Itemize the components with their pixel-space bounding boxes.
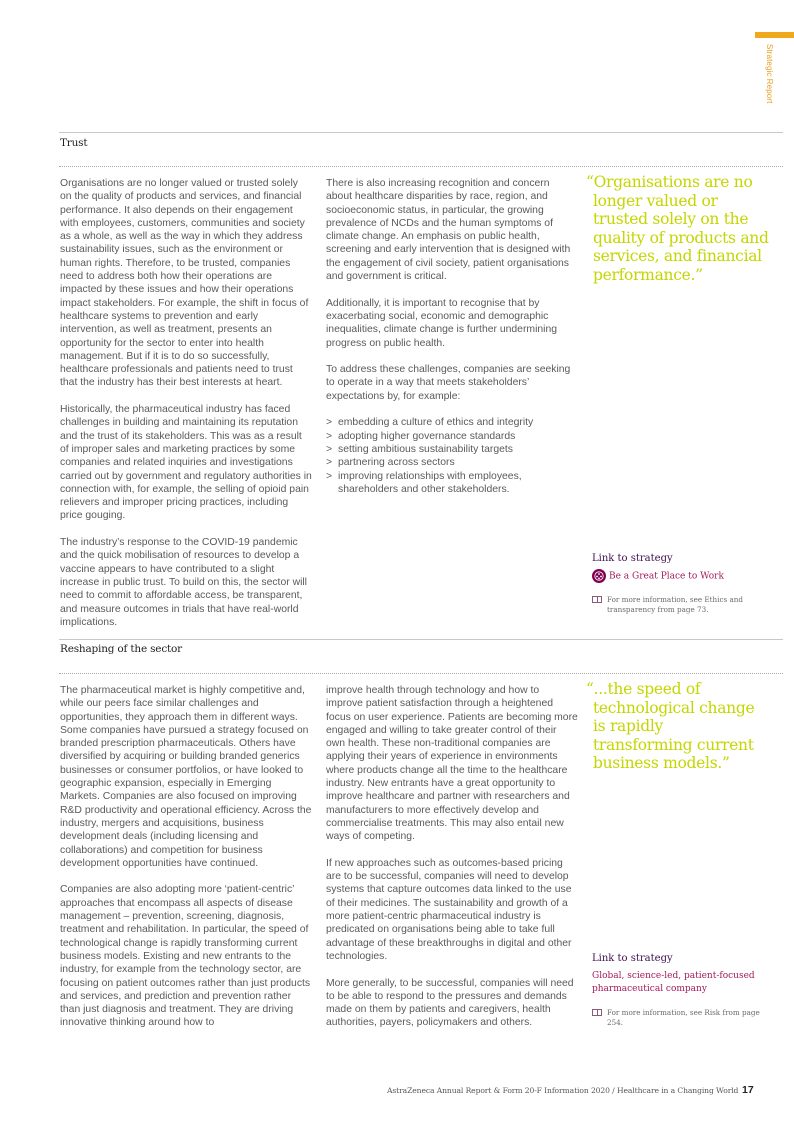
paragraph: Historically, the pharmaceutical industry has faced challenges in building and maintaining its reputation and the trust of its stakeholders. This was as a result of improper sales and marketing practices by some companies and related inquiries and investigations carried out by government and regulatory authorities in connection with, for example, the selling of opioid pain relievers and improper pricing practices, including price gouging. <box>60 404 312 522</box>
more-info-text[interactable]: For more information, see Ethics and transparency from page 73. <box>607 595 743 614</box>
paragraph: The industry’s response to the COVID-19 pandemic and the quick mobilisation of resources to develop a vaccine appears to have contributed to a slight increase in public trust. To build on this, the sector will need to commit to affordable access, be transparent, and measure outcomes in trials that have real-world implications. <box>60 537 307 628</box>
section-top-rule <box>59 132 783 133</box>
bullet-marker: > <box>326 443 333 455</box>
people-circle-icon <box>592 569 606 583</box>
more-info-note <box>592 595 767 615</box>
section-top-rule <box>59 639 783 640</box>
more-info-text[interactable]: For more information, see Risk from page 254. <box>607 1008 760 1027</box>
paragraph: Additionally, it is important to recognise that by exacerbating social, economic and demographic inequalities, climate change is further undermining progress on public health. <box>326 297 558 349</box>
strategy-link-text[interactable]: Be a Great Place to Work <box>609 571 724 582</box>
book-icon <box>592 596 602 603</box>
paragraph: There is also increasing recognition and concern about healthcare disparities by race, region, and socioeconomic status, in particular, the growing prevalence of NCDs and the human symptoms of climate change. An emphasis on public health, screening and early intervention that is designed with the engagement of civil society, patient organisations and government is critical. <box>326 178 571 283</box>
more-info-note <box>592 1008 767 1028</box>
paragraph: The pharmaceutical market is highly competitive and, while our peers face similar challenges and opportunities, they approach them in different ways. Some companies have pursued a strategy focused on branded prescription pharmaceuticals. Others have diversified by acquiring or building branded generics businesses or consumer portfolios, or have looked to geographic expansion, especially in Emerging Markets. Companies are also focused on improving R&D productivity and operational efficiency. Across the industry, mergers and acquisitions, business development deals (including licensing and collaborations) and competition for business development opportunities have continued. <box>60 685 312 869</box>
book-icon <box>592 1009 602 1016</box>
bullet-list <box>326 416 578 496</box>
quote-open-mark: “ <box>586 173 594 191</box>
list-item-text: adopting higher governance standards <box>338 430 516 442</box>
paragraph: Companies are also adopting more ‘patient-centric’ approaches that encompass all aspects of disease management – prevention, screening, diagnosis, treatment and rehabilitation. In particular, the speed of technological change is rapidly transforming current business models. Existing and new entrants to the industry, for example from the technology sector, are focusing on patient outcomes rather than just products and services, and prediction and prevention rather than just diagnosis and treatment. They are driving innovative thinking around how to <box>60 884 311 1029</box>
footer-title: AstraZeneca Annual Report & Form 20-F Information 2020 / Healthcare in a Changing World <box>387 1086 739 1095</box>
list-item <box>326 470 578 497</box>
quote-close-mark: ” <box>721 754 730 772</box>
pull-quote-trust <box>586 173 773 284</box>
paragraph: Organisations are no longer valued or trusted solely on the quality of products and services, and financial performance. It also depends on their engagement with employees, customers, communities and society as a whole, as well as the way in which they address sustainability issues, such as the environment or human rights. Therefore, to be trusted, companies need to address both how their operations are impacted by these issues and how their operations impact stakeholders. For example, the shift in focus of healthcare systems to prevention and early intervention, as well as treatment, presents an opportunity for the sector to enter into health management. But if it is to do so successfully, healthcare professionals and patients need to trust that the industry has their best interests at heart. <box>60 178 309 389</box>
list-item-text: embedding a culture of ethics and integrity <box>338 417 534 429</box>
link-to-strategy-heading: Link to strategy <box>592 953 673 964</box>
paragraph: To address these challenges, companies are seeking to operate in a way that meets stakeholders’ expectations by, for example: <box>326 364 571 402</box>
section-title-trust: Trust <box>60 137 88 149</box>
section-title-reshaping: Reshaping of the sector <box>60 643 182 655</box>
quote-text: Organisations are no longer valued or trusted solely on the quality of products and services, and financial performance. <box>593 173 769 284</box>
list-item-text: setting ambitious sustainability targets <box>338 443 513 455</box>
section-tab-marker <box>755 32 794 38</box>
page-number: 17 <box>742 1084 754 1096</box>
paragraph: improve health through technology and how to improve patient satisfaction through a heightened focus on user experience. Patients are becoming more engaged and willing to take greater control of their own health. These non-traditional companies are applying their years of experience in environments where products change all the time to the healthcare industry. New entrants have a great opportunity to improve healthcare and partner with researchers and manufacturers to more effectively develop and commercialise treatments. This may also entail new ways of competing. <box>326 685 578 843</box>
strategy-link[interactable] <box>592 970 762 996</box>
list-item <box>326 456 578 469</box>
paragraph: If new approaches such as outcomes-based pricing are to be successful, companies will need to develop systems that capture outcomes data linked to the use of their medicines. The sustainability and growth of a more patient-centric pharmaceutical industry is predicated on organisations being able to take full advantage of these breakthroughs in digital and other technologies. <box>326 857 572 962</box>
list-item <box>326 443 578 456</box>
bullet-marker: > <box>326 457 333 469</box>
list-item <box>326 430 578 443</box>
bullet-marker: > <box>326 470 333 482</box>
strategy-link[interactable] <box>592 569 724 584</box>
trust-left-column <box>60 177 312 642</box>
paragraph: More generally, to be successful, companies will need to be able to respond to the pressures and demands made on them by patients and caregivers, health authorities, payers, policymakers and others. <box>326 977 574 1029</box>
link-to-strategy-heading: Link to strategy <box>592 553 673 564</box>
section-tab-label: Strategic Report <box>765 44 774 104</box>
quote-close-mark: ” <box>695 265 703 284</box>
section-dotted-rule <box>59 166 783 167</box>
pull-quote-reshaping <box>586 680 763 773</box>
quote-open-mark: “ <box>586 680 594 698</box>
list-item-text: improving relationships with employees, shareholders and other stakeholders. <box>338 470 522 495</box>
bullet-marker: > <box>326 417 333 429</box>
list-item-text: partnering across sectors <box>338 457 455 469</box>
strategy-link-text[interactable]: Global, science-led, patient-focused pharmaceutical company <box>592 971 755 994</box>
quote-text: ...the speed of technological change is rapidly transforming current business models. <box>593 680 755 772</box>
list-item <box>326 416 578 429</box>
reshaping-middle-column <box>326 684 578 1043</box>
section-dotted-rule <box>59 673 783 674</box>
trust-middle-column <box>326 177 578 496</box>
bullet-marker: > <box>326 430 333 442</box>
reshaping-left-column <box>60 684 312 1043</box>
